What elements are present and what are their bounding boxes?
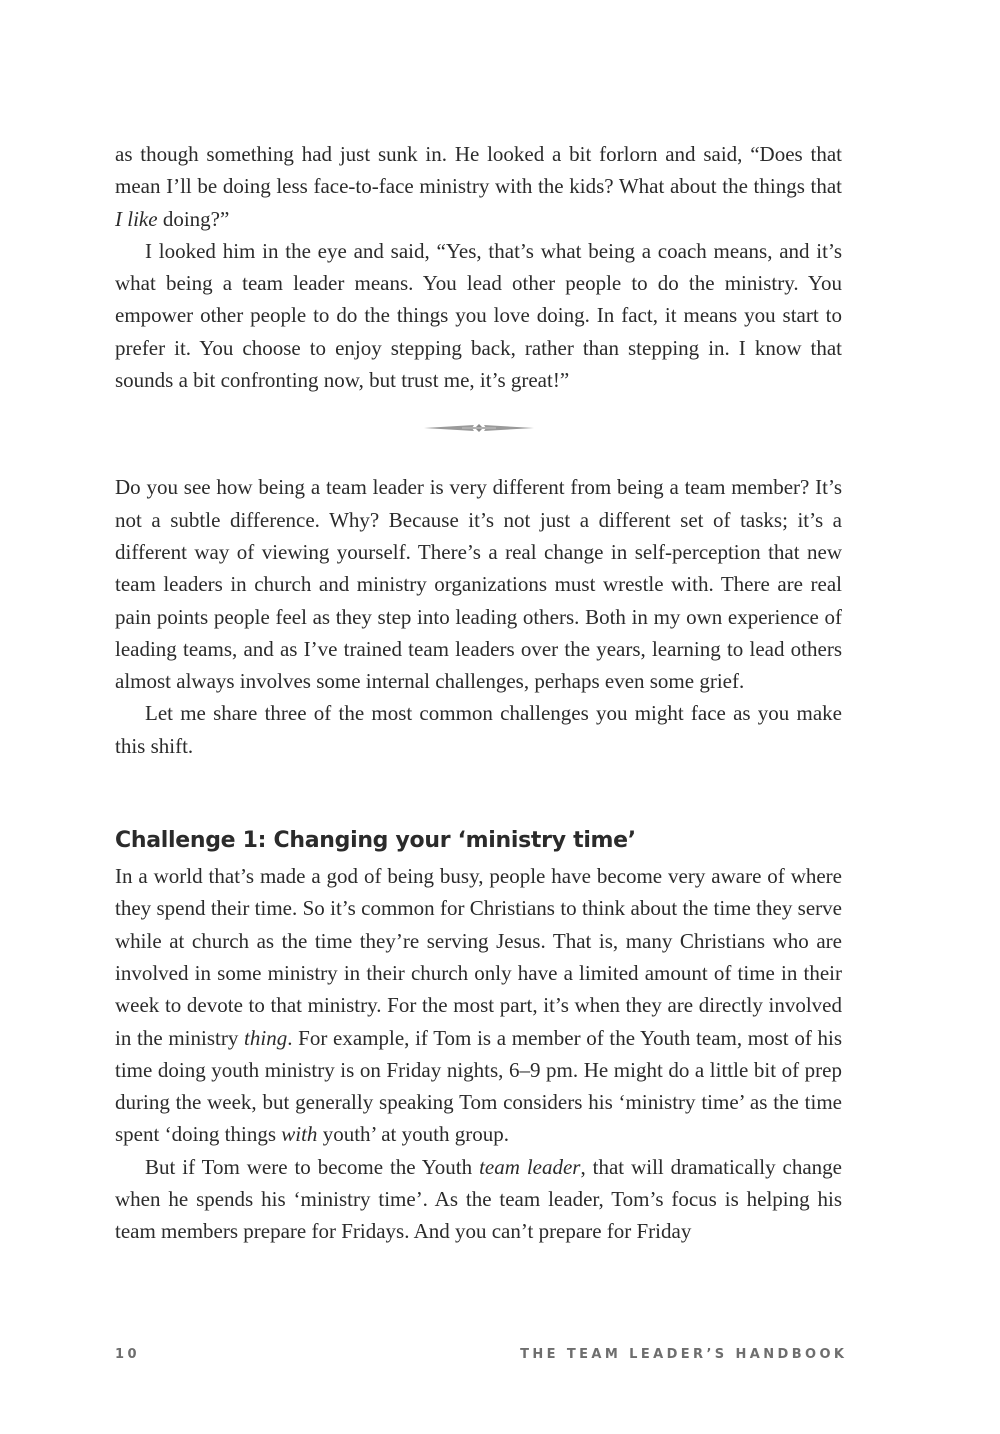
paragraph-text: But if Tom were to become the Youth (145, 1154, 480, 1179)
page-number: 10 (115, 1347, 140, 1362)
page-body (115, 138, 842, 1248)
paragraph-text: In a world that’s made a god of being busy, people have become very aware of where they spend their time. So it’s common for Christians to think about the time they serve while at church as the time they’re serving Jesus. That is, many Christians who are involved in some ministry in their church only have a limited amount of time in their week to devote to that ministry. For the most part, it’s when they are directly involved in the ministry (115, 864, 842, 1050)
paragraph (115, 138, 842, 235)
paragraph (115, 697, 842, 762)
paragraph-text: . For example, if Tom is a member of the Youth team, most of his time doing youth ministry is on Friday nights, 6–9 pm. He might do a little bit of prep during the week, but generally speaking Tom considers his ‘ministry time’ as the time spent ‘doing things (115, 1025, 843, 1147)
emphasis-text: thing (244, 1025, 288, 1050)
emphasis-text: with (281, 1122, 318, 1147)
emphasis-text: I like (115, 206, 158, 231)
paragraph (115, 1151, 842, 1248)
paragraph-text: as though something had just sunk in. He looked a bit forlorn and said, “Does that mean I’ll be doing less face-to-face ministry with the kids? What about the things that (115, 142, 842, 199)
paragraph-text: youth’ at youth group. (317, 1122, 509, 1147)
paragraph-text: doing?” (157, 206, 230, 231)
paragraph (115, 235, 842, 396)
section-break-ornament-icon (115, 415, 842, 441)
paragraph-text: I looked him in the eye and said, “Yes, that’s what being a coach means, and it’s what being a team leader means. You lead other people to do the ministry. You empower other people to do the things you love doing. In fact, it means you start to prefer it. You choose to enjoy stepping back, rather than stepping in. I know that sounds a bit confronting now, but trust me, it’s great!” (115, 238, 842, 393)
paragraph-text: Let me share three of the most common challenges you might face as you make this shift. (115, 701, 842, 758)
page-footer (115, 1347, 848, 1362)
running-book-title: THE TEAM LEADER’S HANDBOOK (520, 1347, 848, 1362)
paragraph (115, 471, 842, 697)
paragraph (115, 860, 842, 1151)
section-heading: Challenge 1: Changing your ‘ministry time’ (115, 828, 636, 854)
emphasis-text: team leader (479, 1154, 581, 1179)
paragraph-text: Do you see how being a team leader is very different from being a team member? It’s not a subtle difference. Why? Because it’s not just a different set of tasks; it’s a different way of viewing yourself. There’s a real change in self-perception that new team leaders in church and ministry organizations must wrestle with. There are real pain points people feel as they step into leading others. Both in my own experience of leading teams, and as I’ve trained team leaders over the years, learning to lead others almost always involves some internal challenges, perhaps even some grief. (115, 475, 842, 694)
paragraph-text: , that will dramatically change when he spends his ‘ministry time’. As the team leader, Tom’s focus is helping his team members prepare for Fridays. And you can’t prepare for Friday (115, 1154, 842, 1244)
